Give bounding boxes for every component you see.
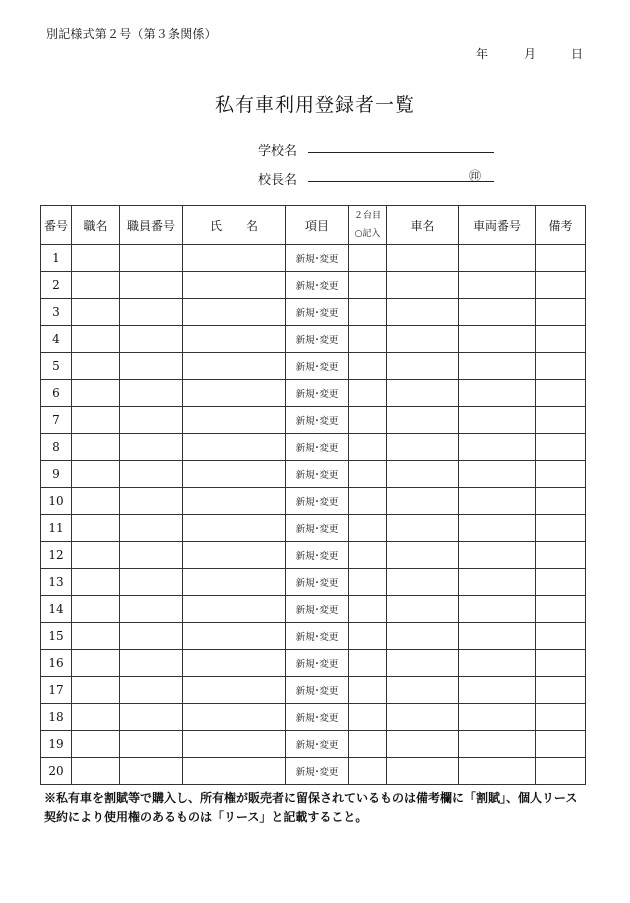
row-number: 10 <box>41 488 72 515</box>
name-cell <box>183 407 286 434</box>
remarks-cell <box>536 731 586 758</box>
table-row <box>41 623 586 650</box>
name-cell <box>183 704 286 731</box>
table-row <box>41 488 586 515</box>
name-cell <box>183 596 286 623</box>
remarks-cell <box>536 515 586 542</box>
car-name-cell <box>387 380 459 407</box>
remarks-cell <box>536 353 586 380</box>
second-car-cell <box>349 650 387 677</box>
car-name-cell <box>387 245 459 272</box>
table-row <box>41 596 586 623</box>
name-cell <box>183 488 286 515</box>
second-car-cell <box>349 488 387 515</box>
item-cell: 新規･変更 <box>286 407 349 434</box>
plate-number-cell <box>459 677 536 704</box>
date-line <box>0 45 630 61</box>
name-cell <box>183 731 286 758</box>
car-name-cell <box>387 542 459 569</box>
remarks-cell <box>536 650 586 677</box>
plate-number-cell <box>459 299 536 326</box>
header-position: 職名 <box>72 206 120 245</box>
name-cell <box>183 272 286 299</box>
remarks-cell <box>536 461 586 488</box>
staff-number-cell <box>120 569 183 596</box>
row-number: 17 <box>41 677 72 704</box>
car-name-cell <box>387 677 459 704</box>
position-cell <box>72 245 120 272</box>
item-cell: 新規･変更 <box>286 299 349 326</box>
row-number: 19 <box>41 731 72 758</box>
plate-number-cell <box>459 407 536 434</box>
item-cell: 新規･変更 <box>286 542 349 569</box>
table-row <box>41 461 586 488</box>
position-cell <box>72 326 120 353</box>
car-name-cell <box>387 569 459 596</box>
second-car-cell <box>349 515 387 542</box>
name-cell <box>183 461 286 488</box>
plate-number-cell <box>459 488 536 515</box>
position-cell <box>72 407 120 434</box>
name-cell <box>183 677 286 704</box>
second-car-cell <box>349 596 387 623</box>
item-cell: 新規･変更 <box>286 596 349 623</box>
footnote: ※私有車を割賦等で購入し、所有権が販売者に留保されているものは備考欄に「割賦」、個人リース契約により使用権のあるものは「リース」と記載すること。 <box>44 791 578 824</box>
item-cell: 新規･変更 <box>286 353 349 380</box>
plate-number-cell <box>459 623 536 650</box>
remarks-cell <box>536 245 586 272</box>
remarks-cell <box>536 272 586 299</box>
car-name-cell <box>387 434 459 461</box>
second-car-cell <box>349 326 387 353</box>
name-cell <box>183 623 286 650</box>
item-cell: 新規･変更 <box>286 704 349 731</box>
item-cell: 新規･変更 <box>286 623 349 650</box>
position-cell <box>72 461 120 488</box>
table-row <box>41 353 586 380</box>
header-second-car <box>349 206 387 245</box>
row-number: 5 <box>41 353 72 380</box>
staff-number-cell <box>120 272 183 299</box>
plate-number-cell <box>459 326 536 353</box>
table-row <box>41 434 586 461</box>
second-car-cell <box>349 542 387 569</box>
remarks-cell <box>536 326 586 353</box>
row-number: 20 <box>41 758 72 785</box>
registrant-table <box>40 205 586 785</box>
car-name-cell <box>387 650 459 677</box>
page-title: 私有車利用登録者一覧 <box>214 94 415 116</box>
row-number: 12 <box>41 542 72 569</box>
table-row <box>41 542 586 569</box>
staff-number-cell <box>120 245 183 272</box>
car-name-cell <box>387 596 459 623</box>
staff-number-cell <box>120 515 183 542</box>
header-item: 項目 <box>286 206 349 245</box>
plate-number-cell <box>459 461 536 488</box>
table-row <box>41 272 586 299</box>
staff-number-cell <box>120 488 183 515</box>
second-car-cell <box>349 380 387 407</box>
position-cell <box>72 353 120 380</box>
car-name-cell <box>387 326 459 353</box>
row-number: 13 <box>41 569 72 596</box>
table-row <box>41 650 586 677</box>
row-number: 4 <box>41 326 72 353</box>
staff-number-cell <box>120 407 183 434</box>
staff-number-cell <box>120 542 183 569</box>
item-cell: 新規･変更 <box>286 434 349 461</box>
header-number: 番号 <box>41 206 72 245</box>
remarks-cell <box>536 704 586 731</box>
car-name-cell <box>387 731 459 758</box>
header-second-car-line2: ○記入 <box>354 229 381 239</box>
staff-number-cell <box>120 677 183 704</box>
item-cell: 新規･変更 <box>286 326 349 353</box>
remarks-cell <box>536 407 586 434</box>
remarks-cell <box>536 758 586 785</box>
staff-number-cell <box>120 596 183 623</box>
principal-name-label: 校長名 <box>258 173 298 188</box>
item-cell: 新規･変更 <box>286 677 349 704</box>
second-car-cell <box>349 461 387 488</box>
second-car-cell <box>349 353 387 380</box>
name-cell <box>183 326 286 353</box>
header-car-name: 車名 <box>387 206 459 245</box>
plate-number-cell <box>459 542 536 569</box>
second-car-cell <box>349 407 387 434</box>
row-number: 15 <box>41 623 72 650</box>
second-car-cell <box>349 731 387 758</box>
form-label: 別記様式第２号（第３条関係） <box>46 27 217 41</box>
row-number: 9 <box>41 461 72 488</box>
table-row <box>41 326 586 353</box>
plate-number-cell <box>459 650 536 677</box>
item-cell: 新規･変更 <box>286 488 349 515</box>
position-cell <box>72 731 120 758</box>
name-cell <box>183 353 286 380</box>
second-car-cell <box>349 245 387 272</box>
staff-number-cell <box>120 758 183 785</box>
plate-number-cell <box>459 596 536 623</box>
position-cell <box>72 488 120 515</box>
staff-number-cell <box>120 326 183 353</box>
school-name-line <box>308 152 494 153</box>
plate-number-cell <box>459 245 536 272</box>
name-cell <box>183 515 286 542</box>
plate-number-cell <box>459 272 536 299</box>
table-row <box>41 515 586 542</box>
position-cell <box>72 380 120 407</box>
name-cell <box>183 434 286 461</box>
item-cell: 新規･変更 <box>286 272 349 299</box>
staff-number-cell <box>120 623 183 650</box>
item-cell: 新規･変更 <box>286 380 349 407</box>
position-cell <box>72 542 120 569</box>
second-car-cell <box>349 299 387 326</box>
position-cell <box>72 515 120 542</box>
plate-number-cell <box>459 353 536 380</box>
position-cell <box>72 272 120 299</box>
remarks-cell <box>536 623 586 650</box>
remarks-cell <box>536 488 586 515</box>
second-car-cell <box>349 758 387 785</box>
second-car-cell <box>349 569 387 596</box>
table-row <box>41 569 586 596</box>
car-name-cell <box>387 758 459 785</box>
car-name-cell <box>387 488 459 515</box>
staff-number-cell <box>120 299 183 326</box>
table-row <box>41 299 586 326</box>
name-cell <box>183 758 286 785</box>
staff-number-cell <box>120 650 183 677</box>
table-row <box>41 380 586 407</box>
item-cell: 新規･変更 <box>286 569 349 596</box>
table-row <box>41 407 586 434</box>
staff-number-cell <box>120 731 183 758</box>
name-cell <box>183 245 286 272</box>
row-number: 8 <box>41 434 72 461</box>
name-cell <box>183 569 286 596</box>
table-row <box>41 731 586 758</box>
second-car-cell <box>349 704 387 731</box>
item-cell: 新規･変更 <box>286 650 349 677</box>
date-day-label: 日 <box>571 47 584 61</box>
table-header-row <box>41 206 586 245</box>
car-name-cell <box>387 461 459 488</box>
date-year-label: 年 <box>476 47 489 61</box>
header-remarks: 備考 <box>536 206 586 245</box>
table-row <box>41 704 586 731</box>
plate-number-cell <box>459 731 536 758</box>
second-car-cell <box>349 434 387 461</box>
row-number: 14 <box>41 596 72 623</box>
car-name-cell <box>387 623 459 650</box>
remarks-cell <box>536 299 586 326</box>
position-cell <box>72 596 120 623</box>
plate-number-cell <box>459 380 536 407</box>
staff-number-cell <box>120 434 183 461</box>
name-cell <box>183 380 286 407</box>
plate-number-cell <box>459 434 536 461</box>
staff-number-cell <box>120 353 183 380</box>
item-cell: 新規･変更 <box>286 515 349 542</box>
principal-name-line <box>308 181 494 182</box>
item-cell: 新規･変更 <box>286 758 349 785</box>
plate-number-cell <box>459 758 536 785</box>
remarks-cell <box>536 542 586 569</box>
car-name-cell <box>387 515 459 542</box>
position-cell <box>72 569 120 596</box>
seal-mark: ㊞ <box>469 169 482 183</box>
position-cell <box>72 677 120 704</box>
row-number: 2 <box>41 272 72 299</box>
row-number: 7 <box>41 407 72 434</box>
position-cell <box>72 758 120 785</box>
remarks-cell <box>536 434 586 461</box>
car-name-cell <box>387 407 459 434</box>
car-name-cell <box>387 704 459 731</box>
position-cell <box>72 704 120 731</box>
position-cell <box>72 623 120 650</box>
header-plate-number: 車両番号 <box>459 206 536 245</box>
row-number: 18 <box>41 704 72 731</box>
table-row <box>41 245 586 272</box>
name-cell <box>183 542 286 569</box>
position-cell <box>72 650 120 677</box>
name-cell <box>183 650 286 677</box>
remarks-cell <box>536 569 586 596</box>
header-second-car-line1: ２台目 <box>353 211 381 221</box>
position-cell <box>72 434 120 461</box>
school-name-label: 学校名 <box>258 144 298 159</box>
second-car-cell <box>349 272 387 299</box>
position-cell <box>72 299 120 326</box>
row-number: 3 <box>41 299 72 326</box>
remarks-cell <box>536 677 586 704</box>
car-name-cell <box>387 272 459 299</box>
date-month-label: 月 <box>524 47 537 61</box>
staff-number-cell <box>120 461 183 488</box>
item-cell: 新規･変更 <box>286 245 349 272</box>
row-number: 11 <box>41 515 72 542</box>
staff-number-cell <box>120 704 183 731</box>
plate-number-cell <box>459 704 536 731</box>
staff-number-cell <box>120 380 183 407</box>
item-cell: 新規･変更 <box>286 731 349 758</box>
row-number: 16 <box>41 650 72 677</box>
car-name-cell <box>387 353 459 380</box>
remarks-cell <box>536 596 586 623</box>
second-car-cell <box>349 623 387 650</box>
row-number: 6 <box>41 380 72 407</box>
header-name: 氏 名 <box>183 206 286 245</box>
car-name-cell <box>387 299 459 326</box>
plate-number-cell <box>459 569 536 596</box>
remarks-cell <box>536 380 586 407</box>
name-cell <box>183 299 286 326</box>
table-row <box>41 758 586 785</box>
row-number: 1 <box>41 245 72 272</box>
plate-number-cell <box>459 515 536 542</box>
second-car-cell <box>349 677 387 704</box>
header-staff-number: 職員番号 <box>120 206 183 245</box>
item-cell: 新規･変更 <box>286 461 349 488</box>
table-row <box>41 677 586 704</box>
